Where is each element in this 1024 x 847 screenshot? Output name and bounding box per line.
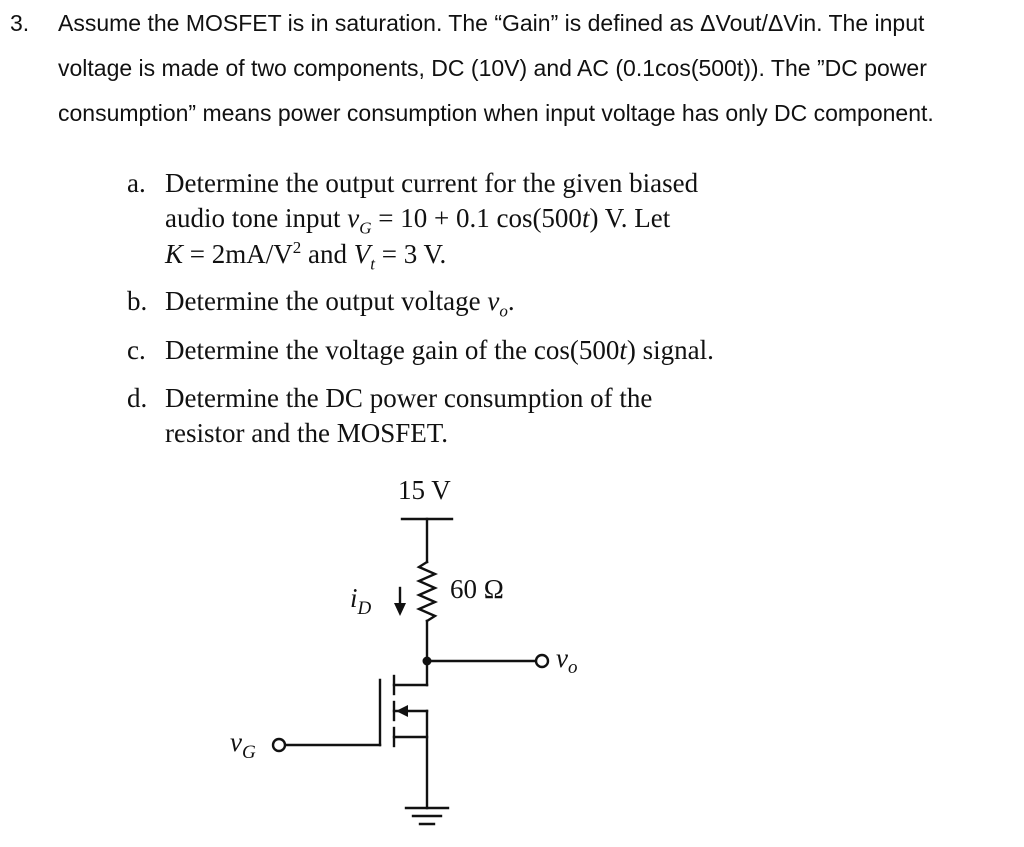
input-terminal [273,739,285,751]
current-label: $i_D$ [350,583,372,619]
part-c-label: c. [127,335,146,365]
output-label: $v_o$ [556,643,578,678]
input-label: $v_G$ [230,727,256,763]
problem-line-3: consumption” means power consumption when input voltage has only DC component. [58,100,934,126]
part-a-line-3: $K = 2mA/V^2$ and $V_t = 3$ V. [165,238,447,274]
part-b: b. Determine the output voltage $v_o$. [127,286,515,321]
part-d-line-2: resistor and the MOSFET. [165,418,448,448]
drain-node-dot [423,657,432,666]
problem-line-2: voltage is made of two components, DC (10V) and AC (0.1cos(500t)). The ”DC power [58,55,927,81]
current-arrow-head [394,603,406,616]
problem-line-1: Assume the MOSFET is in saturation. The “Gain” is defined as ΔVout/ΔVin. The input [58,10,925,36]
resistor-label: 60 Ω [450,574,504,604]
output-terminal [536,655,548,667]
part-c: c. Determine the voltage gain of the cos(500t) signal. [127,335,714,365]
problem-number: 3. [10,10,30,36]
bulk-arrow-head [396,705,408,717]
part-a-line-2: audio tone input $v_G = 10 + 0.1$ cos(500t) V. Let [165,203,671,238]
part-a-line-1: Determine the output current for the given biased [165,168,699,198]
part-d-label: d. [127,383,148,413]
supply-label: 15 V [398,475,451,505]
resistor-zigzag [419,562,435,621]
part-b-label: b. [127,286,148,316]
part-d: d. Determine the DC power consumption of the [127,383,653,413]
part-a-label: a. [127,168,146,198]
